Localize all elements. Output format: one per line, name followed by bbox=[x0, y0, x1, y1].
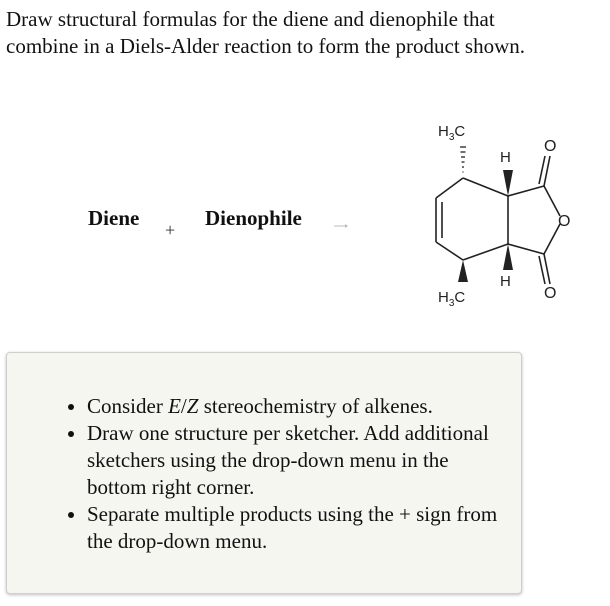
hashed-wedge-top bbox=[460, 147, 466, 172]
reaction-scheme bbox=[0, 110, 610, 330]
top-methyl-label: $H_3C$ bbox=[438, 123, 466, 143]
ring-oxygen: O bbox=[558, 213, 571, 230]
list-item: • Draw one structure per sketcher. Add additional sketchers using the drop-down menu in the bottom right corner. bbox=[87, 420, 511, 501]
bottom-h-label: H bbox=[500, 273, 511, 290]
solid-wedge-top-h bbox=[503, 170, 513, 196]
instructions-list bbox=[7, 353, 521, 555]
instruction-text: Consider bbox=[87, 394, 169, 418]
product-structure bbox=[420, 120, 590, 310]
solid-wedge-bottom-h bbox=[503, 244, 513, 270]
bottom-methyl-label: $H_3C$ bbox=[438, 289, 466, 309]
instruction-z: Z bbox=[186, 394, 199, 418]
instruction-e: E bbox=[168, 394, 181, 418]
top-carbonyl-oxygen: O bbox=[544, 138, 557, 155]
bottom-carbonyl-oxygen: O bbox=[544, 285, 557, 302]
question-text: Draw structural formulas for the diene and dienophile that combine in a Diels-Alder reaction to form the product shown. bbox=[6, 7, 526, 58]
anhydride-ring bbox=[508, 156, 560, 284]
list-item bbox=[87, 393, 511, 420]
list-item: • Separate multiple products using the + sign from the drop-down menu. bbox=[87, 501, 511, 555]
dienophile-label: Dienophile bbox=[205, 206, 302, 230]
top-h-label: H bbox=[500, 149, 511, 166]
diene-label: Diene bbox=[88, 206, 140, 230]
instruction-text: stereochemistry of alkenes. bbox=[198, 394, 433, 418]
solid-wedge-bottom bbox=[458, 260, 468, 282]
instruction-slash: / bbox=[180, 394, 187, 418]
plus-sign: + bbox=[165, 220, 176, 240]
instructions-panel bbox=[6, 352, 522, 594]
reaction-arrow-icon bbox=[334, 222, 348, 230]
cyclohexene-ring bbox=[436, 178, 508, 260]
